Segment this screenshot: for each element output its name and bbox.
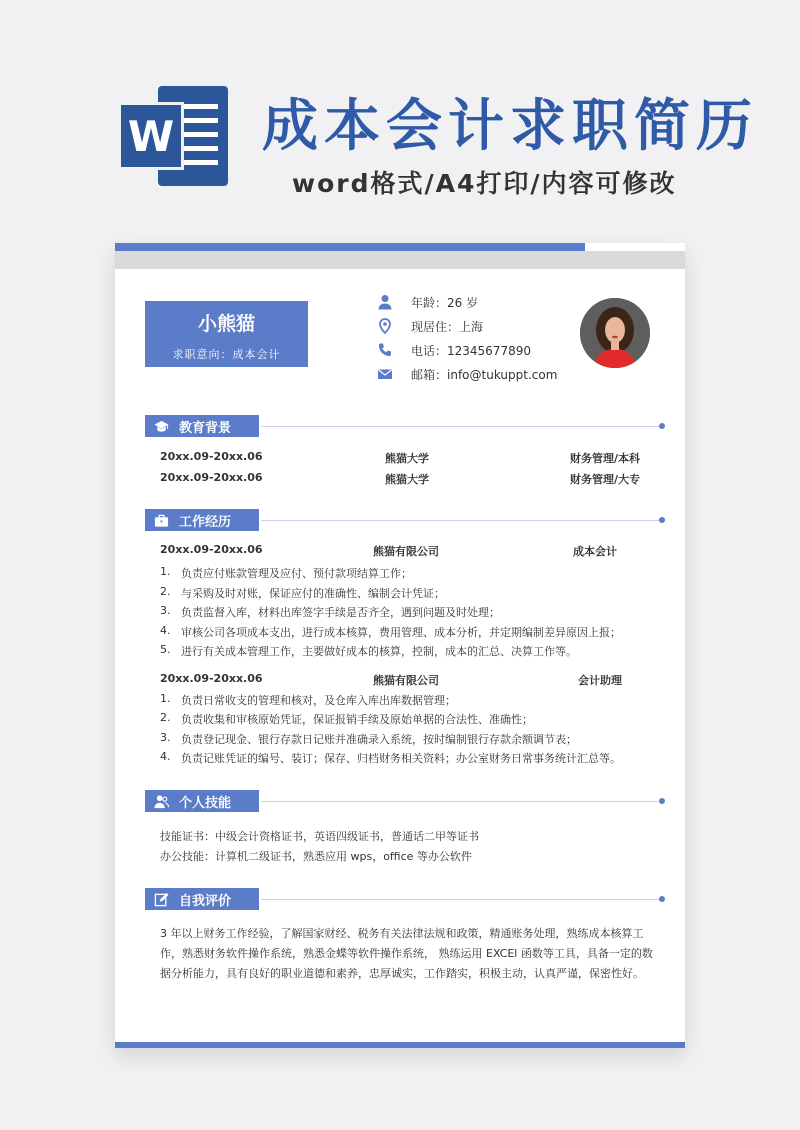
briefcase-icon	[153, 512, 169, 528]
top-gray-band	[115, 251, 685, 269]
bottom-accent-bar	[115, 1042, 685, 1048]
word-badge-letter: W	[118, 102, 184, 170]
education-row: 20xx.09-20xx.06 熊猫大学 财务管理/本科	[160, 450, 640, 465]
self-evaluation-text: 3 年以上财务工作经验，了解国家财经、税务有关法律法规和政策，精通账务处理，熟练成本核算工作，熟悉财务软件操作系统，熟悉金蝶等软件操作系统， 熟练运用 EXCEl 函数等工具，具备一定的数据分析能力，具有良好的职业道德和素养，忠厚诚实，工作踏实，积极主动，认真严谨，保密性好。	[160, 927, 653, 980]
age-text: 年龄：26 岁	[411, 295, 479, 310]
info-email	[377, 364, 557, 384]
section-title: 个人技能	[179, 795, 232, 811]
section-self-evaluation	[145, 888, 665, 910]
duty-item: 4. 审核公司各项成本支出，进行成本核算，费用管理、成本分析，并定期编制差异原因上报；	[160, 624, 621, 639]
email-text: 邮箱：info@tukuppt.com	[411, 367, 558, 382]
resume-sheet	[115, 243, 685, 1048]
info-age	[377, 292, 478, 312]
location-pin-icon	[377, 318, 393, 334]
location-text: 现居住：上海	[411, 319, 484, 334]
duty-item: 3. 负责登记现金、银行存款日记账并准确录入系统，按时编制银行存款余额调节表；	[160, 731, 577, 746]
section-skills	[145, 790, 665, 812]
education-row: 20xx.09-20xx.06 熊猫大学 财务管理/大专	[160, 471, 640, 486]
job-header-row: 20xx.09-20xx.06 熊猫有限公司 成本会计	[160, 543, 617, 558]
skill-line: 办公技能：计算机二级证书，熟悉应用 wps，office 等办公软件	[160, 850, 472, 863]
word-logo	[118, 86, 230, 186]
duty-item: 4. 负责记账凭证的编号、装订；保存、归档财务相关资料；办公室财务日常事务统计汇总等。	[160, 750, 621, 765]
mail-icon	[377, 366, 393, 382]
top-accent-bar	[115, 243, 585, 251]
info-location	[377, 316, 483, 336]
edit-icon	[153, 891, 169, 907]
user-group-icon	[153, 793, 169, 809]
job-intent: 求职意向：成本会计	[172, 348, 281, 361]
section-title: 自我评价	[179, 893, 232, 909]
duty-item: 3. 负责监督入库，材料出库签字手续是否齐全，遇到问题及时处理；	[160, 604, 500, 619]
duty-item: 5. 进行有关成本管理工作，主要做好成本的核算，控制，成本的汇总、决算工作等。	[160, 643, 577, 658]
promo-subtitle: word格式/A4打印/内容可修改	[292, 169, 677, 198]
duty-item: 1. 负责应付账款管理及应付、预付款项结算工作；	[160, 565, 412, 580]
avatar	[580, 298, 650, 368]
promo-title: 成本会计求职简历	[262, 94, 758, 159]
phone-icon	[377, 342, 393, 358]
section-education	[145, 415, 665, 437]
candidate-name: 小熊猫	[197, 313, 255, 335]
info-phone	[377, 340, 531, 360]
section-title: 工作经历	[179, 514, 232, 530]
job-header-row: 20xx.09-20xx.06 熊猫有限公司 会计助理	[160, 672, 622, 687]
person-icon	[377, 294, 393, 310]
duty-item: 1. 负责日常收支的管理和核对，及仓库入库出库数据管理；	[160, 692, 456, 707]
section-title: 教育背景	[179, 420, 232, 436]
skill-line: 技能证书：中级会计资格证书，英语四级证书，普通话二甲等证书	[160, 830, 479, 843]
duty-item: 2. 负责收集和审核原始凭证，保证报销手续及原始单据的合法性、准确性；	[160, 711, 533, 726]
phone-text: 电话：12345677890	[411, 343, 531, 358]
section-work	[145, 509, 665, 531]
duty-item: 2. 与采购及时对账，保证应付的准确性、编制会计凭证；	[160, 585, 445, 600]
name-box	[145, 301, 308, 367]
graduation-cap-icon	[153, 418, 169, 434]
